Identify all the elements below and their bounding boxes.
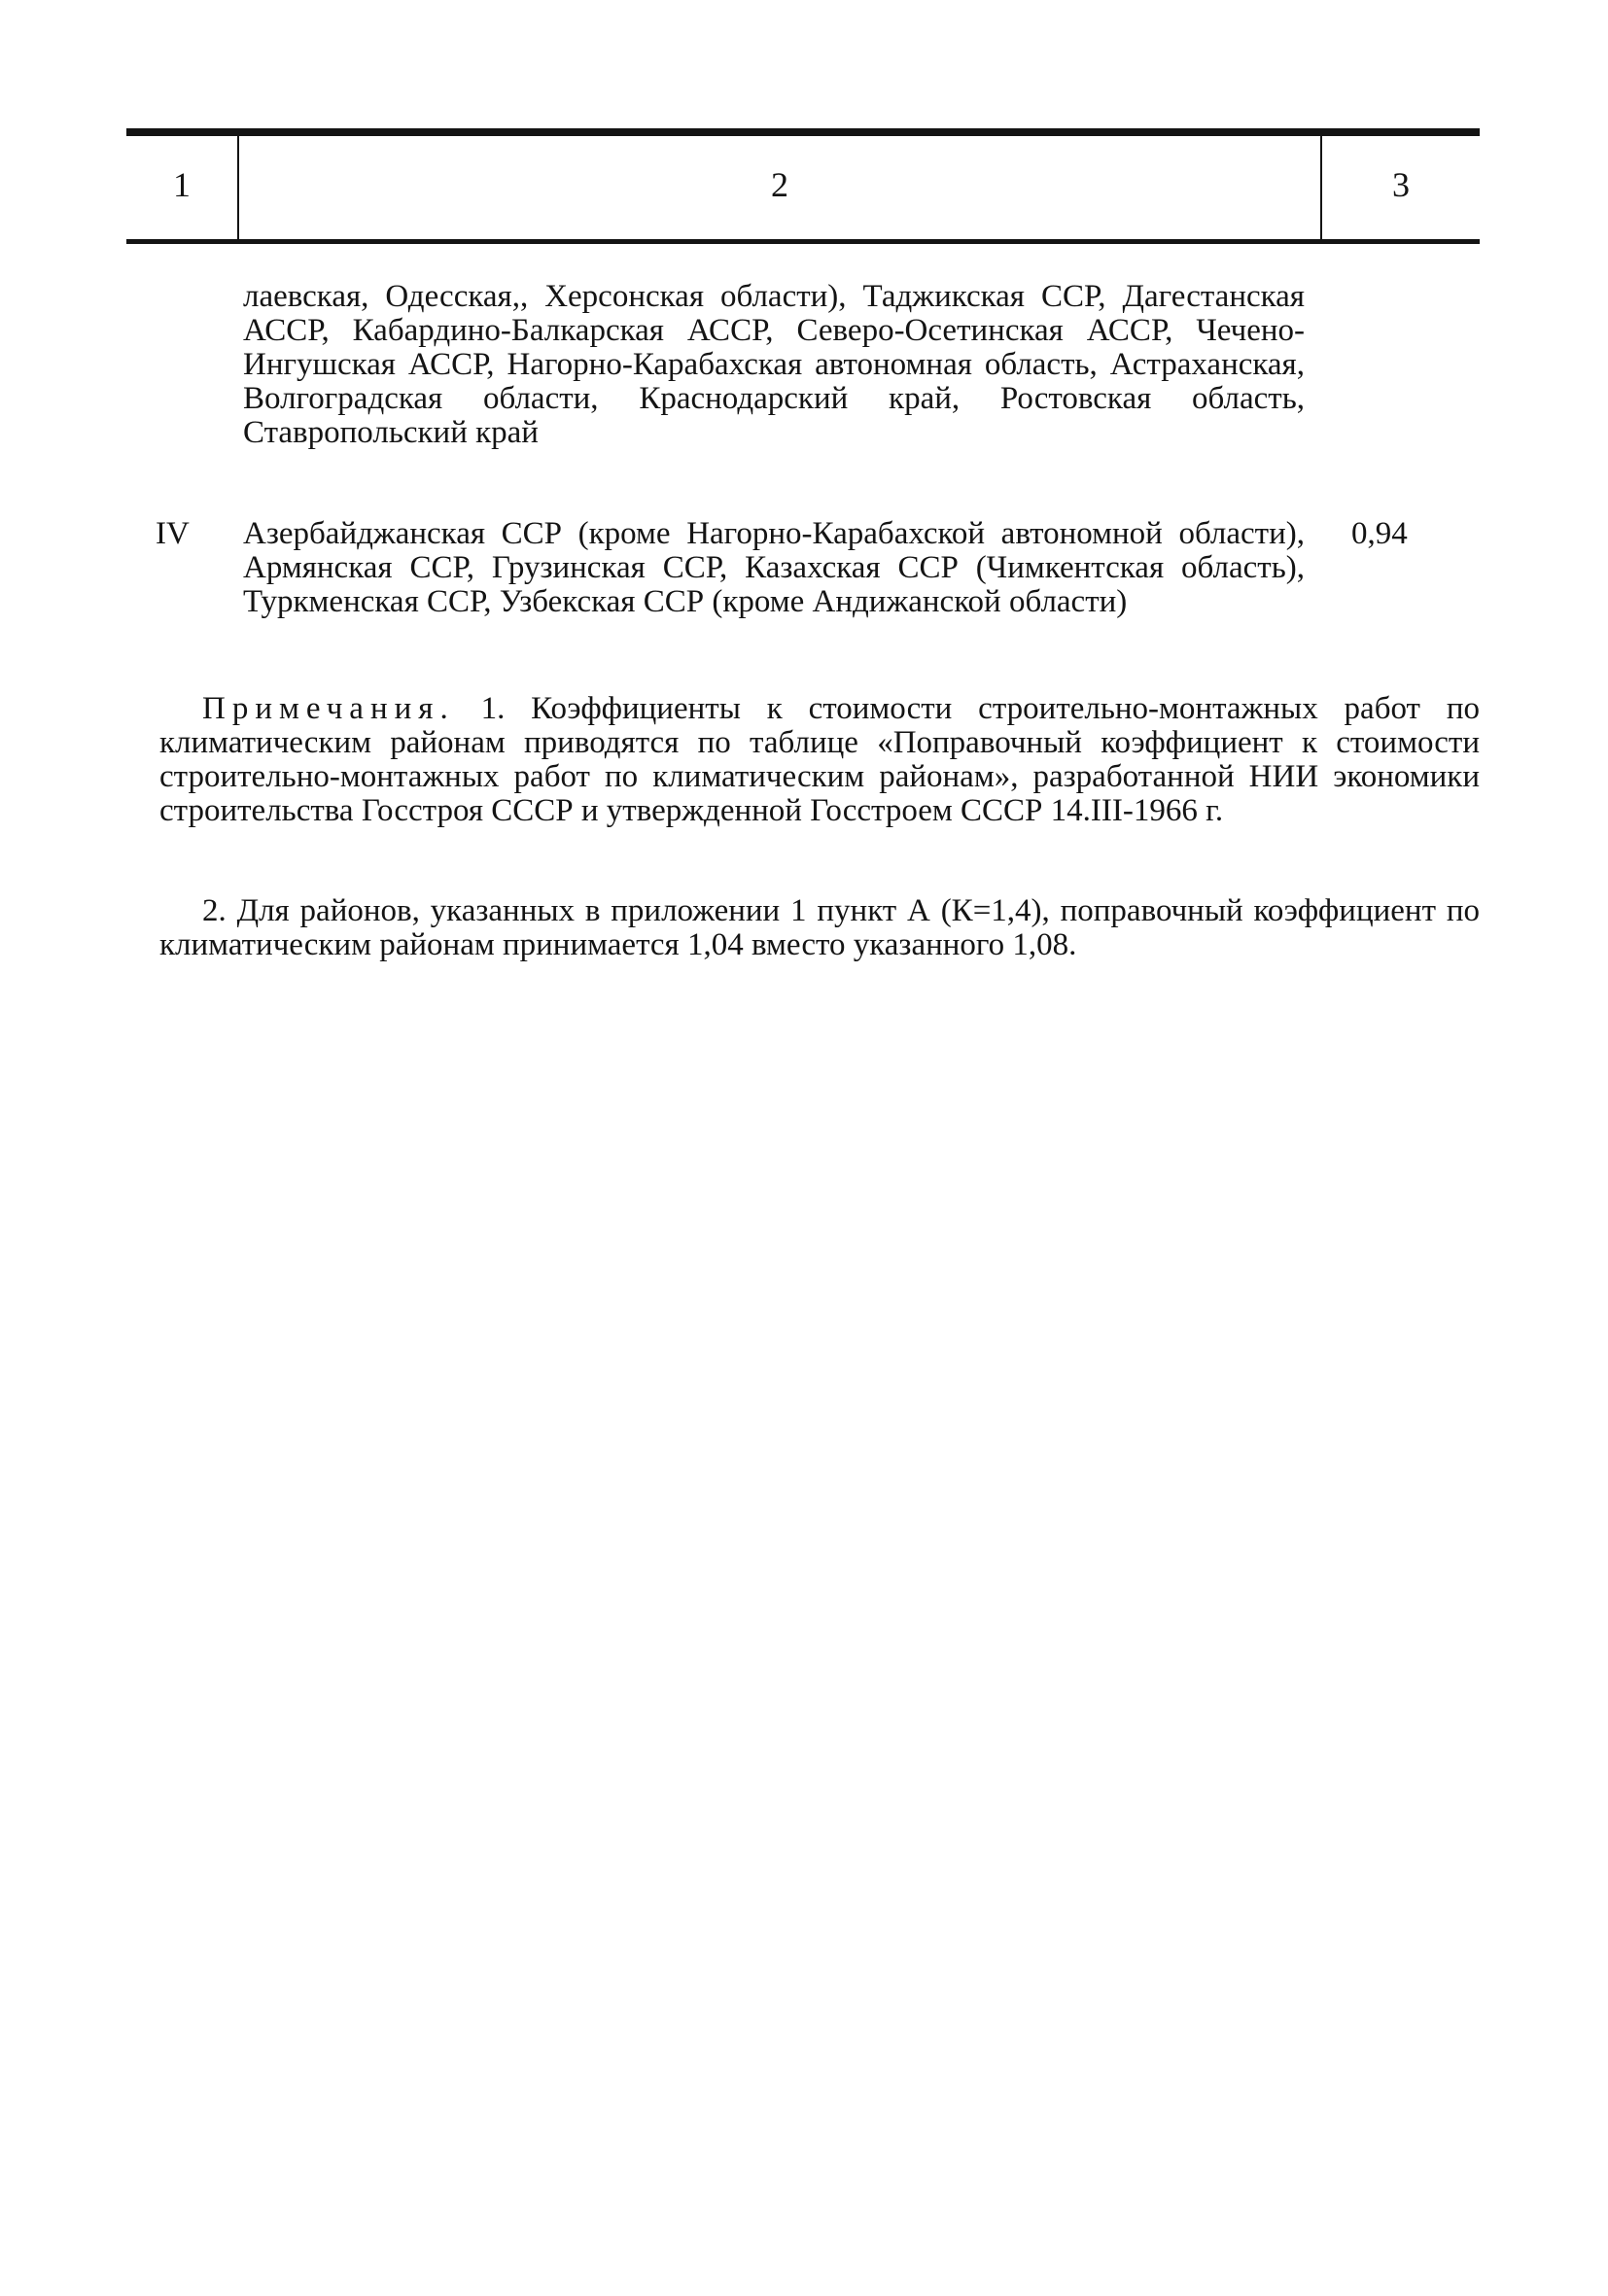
table-header-col2: 2: [771, 165, 788, 204]
table-row-number: IV: [156, 516, 190, 551]
note-1: [159, 692, 1480, 828]
table-row-continuation: лаевская, Одесская,, Херсонская области), Таджикская ССР, Дагестанская АССР, Кабардино-Балкарская АССР, Северо-Осетинская АССР, Чечено-Ингушская АССР, Нагорно-Карабахская автономная область, Астраханская, Волгоградская области, Краснодарский край, Ростовская область, Ставропольский край: [243, 279, 1305, 450]
notes-heading: Примечания.: [202, 691, 455, 726]
note-1-text: 1. Коэффициенты к стоимости строительно-монтажных работ по климатическим районам приводятся по таблице «Поправочный коэффициент к стоимости строительно-монтажных работ по климатическим районам», разработанной НИИ экономики строительства Госстроя СССР и утвержденной Госстроем СССР 14.III-1966 г.: [159, 691, 1480, 828]
table-row-coefficient: 0,94: [1351, 516, 1408, 551]
note-2: 2. Для районов, указанных в приложении 1 пункт А (К=1,4), поправочный коэффициент по климатическим районам принимается 1,04 вместо указанного 1,08.: [159, 893, 1480, 962]
table-header-bottom-rule: [126, 239, 1480, 244]
table-row-text: Азербайджанская ССР (кроме Нагорно-Карабахской автономной области), Армянская ССР, Грузинская ССР, Казахская ССР (Чимкентская область), Туркменская ССР, Узбекская ССР (кроме Андижанской области): [243, 516, 1305, 619]
table-top-rule: [126, 128, 1480, 136]
table-header-col3: 3: [1392, 165, 1410, 204]
table-header-col1: 1: [173, 165, 191, 204]
